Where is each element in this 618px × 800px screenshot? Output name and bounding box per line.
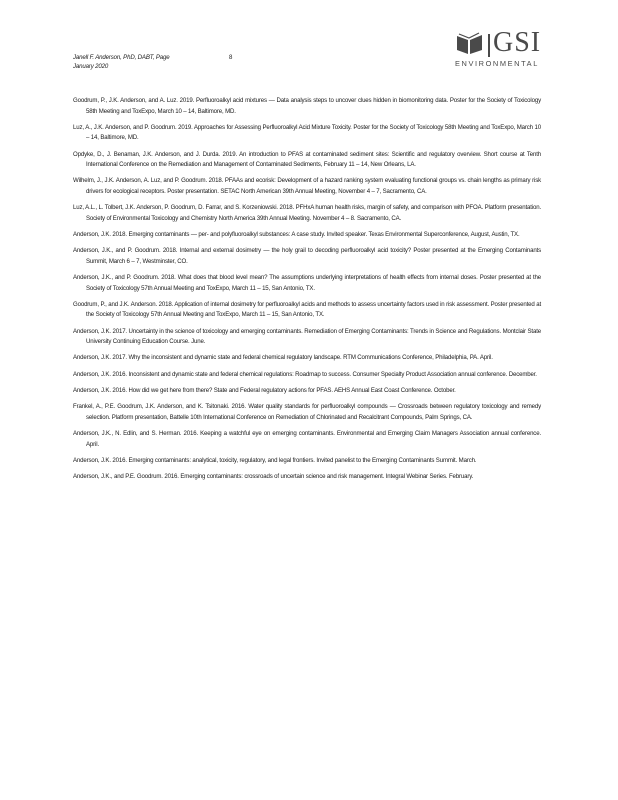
running-header (73, 53, 253, 71)
reference-entry: Anderson, J.K. 2016. How did we get here from there? State and Federal regulatory actions for PFAS. AEHS Annual East Coast Conference. October. (73, 387, 456, 395)
reference-entry: Anderson, J.K. 2017. Why the inconsistent and dynamic state and federal chemical regulatory landscape. RTM Communications Conference, Philadelphia, PA. April. (73, 354, 493, 362)
logo-wordmark: GSI (493, 27, 542, 58)
header-author: Janell F. Anderson, PhD, DABT, Page (73, 54, 170, 61)
reference-entry: Luz, A., J.K. Anderson, and P. Goodrum. 2019. Approaches for Assessing Perfluoroalkyl Acid Mixture Toxicity. Poster for the Society of Toxicology 58th Meeting and ToxExpo, March 10 – 14, Baltimore, MD. (73, 123, 541, 142)
reference-entry: Anderson, J.K. 2017. Uncertainty in the science of toxicology and emerging contaminants. Remediation of Emerging Contaminants: Trends in Science and Regulations. Montclair State University Continuing Education Course. June. (73, 327, 541, 346)
reference-entry: Goodrum, P., and J.K. Anderson. 2018. Application of internal dosimetry for perfluoroalkyl acids and methods to assess uncertainty factors used in risk assessment. Poster presented at the Society of Toxicology 57th Annual Meeting and ToxExpo, March 11 – 15, San Antonio, TX. (73, 300, 541, 319)
reference-list (73, 96, 541, 489)
header-date: January 2020 (73, 63, 109, 70)
reference-entry: Luz, A.L., L. Tolbert, J.K. Anderson, P. Goodrum, D. Farrar, and S. Korzeniowski. 2018. PFHxA human health risks, margin of safety, and comparison with PFOA. Platform presentation. Society of Environmental Toxicology and Chemistry North America 39th Annual Meeting. November 4 – 8. Sacramento, CA. (73, 204, 541, 222)
book-icon (455, 32, 485, 56)
reference-entry: Anderson, J.K., and P. Goodrum. 2018. What does that blood level mean? The assumptions underlying interpretations of health effects from internal doses. Poster presented at the Society of Toxicology 57th Annual Meeting and ToxExpo, March 11 – 15, San Antonio, TX. (73, 274, 541, 292)
logo-divider (488, 34, 490, 57)
logo-tagline: ENVIRONMENTAL (455, 59, 539, 68)
gsi-logo (455, 27, 565, 76)
reference-entry: Wilhelm, J., J.K. Anderson, A. Luz, and P. Goodrum. 2018. PFAAs and ecorisk: Development of a hazard ranking system evaluating functional groups vs. chain lengths as primary risk drivers for ecological receptors. Poster presentation. SETAC North American 39th Annual Meeting, November 4 – 7, Sacramento, CA. (73, 177, 541, 195)
reference-entry: Anderson, J.K. 2016. Emerging contaminants: analytical, toxicity, regulatory, and legal frontiers. Invited panelist to the Emerging Contaminants Summit. March. (73, 456, 477, 464)
reference-entry: Anderson, J.K. 2016. Inconsistent and dynamic state and federal chemical regulations: Roadmap to success. Consumer Specialty Product Association annual conference. December. (73, 370, 537, 378)
reference-entry: Anderson, J.K., N. Edlin, and S. Herman. 2016. Keeping a watchful eye on emerging contaminants. Environmental and Emerging Claim Managers Association annual conference. April. (73, 430, 541, 448)
reference-entry: Goodrum, P., J.K. Anderson, and A. Luz. 2019. Perfluoroalkyl acid mixtures — Data analysis steps to uncover clues hidden in biomonitoring data. Poster for the Society of Toxicology 58th Meeting and ToxExpo, March 10 – 14, Baltimore, MD. (73, 97, 541, 115)
reference-entry: Opdyke, D., J. Benaman, J.K. Anderson, and J. Durda. 2019. An introduction to PFAS at contaminated sediment sites: Scientific and regulatory overview. Short course at Tenth International Conference on the Remediation and Management of Contaminated Sediments, February 11 – 14, New Orleans, LA. (73, 150, 541, 169)
page-number: 8 (229, 54, 233, 61)
reference-entry: Frankel, A., P.E. Goodrum, J.K. Anderson, and K. Tsitonaki. 2016. Water quality standards for perfluoroalkyl compounds — Crossroads between regulatory toxicology and remedy selection. Platform presentation, Battelle 10th International Conference on Remediation of Chlorinated and Recalcitrant Compounds, Palm Springs, CA. (73, 403, 541, 421)
reference-entry: Anderson, J.K., and P.E. Goodrum. 2016. Emerging contaminants: crossroads of uncertain science and risk management. Integral Webinar Series. February. (73, 473, 474, 481)
reference-entry: Anderson, J.K. 2018. Emerging contaminants — per- and polyfluoroalkyl substances: A case study. Invited speaker. Texas Environmental Superconference, August, Austin, TX. (73, 230, 520, 238)
reference-entry: Anderson, J.K., and P. Goodrum. 2018. Internal and external dosimetry — the holy grail to decoding perfluoroalkyl acid toxicity? Poster presented at the Emerging Contaminants Summit, March 6 – 7, Westminster, CO. (73, 247, 541, 265)
